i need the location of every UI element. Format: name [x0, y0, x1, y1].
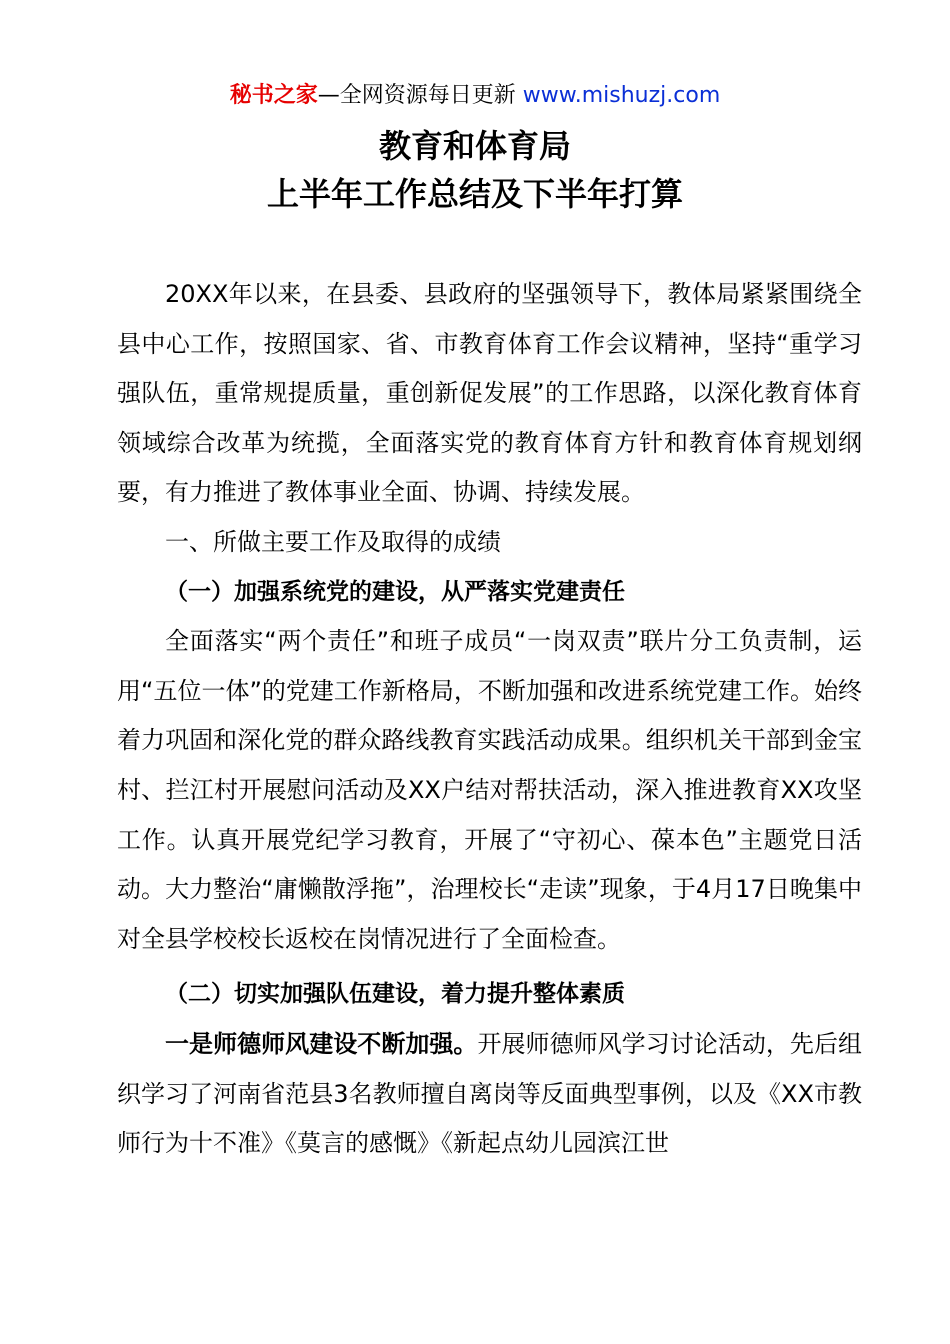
document-title-line2: 上半年工作总结及下半年打算 [266, 175, 683, 213]
banner-brand: 秘书之家 [229, 83, 318, 108]
intro-paragraph: 20XX年以来，在县委、县政府的坚强领导下，教体局紧紧围绕全县中心工作，按照国家、省、市教育体育工作会议精神，坚持“重学习强队伍，重常规提质量，重创新促发展”的工作思路，以深化教育体育领域综合改革为统揽，全面落实党的教育体育方针和教育体育规划纲要，有力推进了教体事业全面、协调、持续发展。 [117, 280, 862, 507]
banner-url[interactable]: www.mishuzj.com [522, 83, 721, 108]
document-body [117, 270, 862, 1169]
subsection-paragraph-1: 全面落实“两个责任”和班子成员“一岗双责”联片分工负责制，运用“五位一体”的党建工作新格局，不断加强和改进系统党建工作。始终着力巩固和深化党的群众路线教育实践活动成果。组织机关干部到金宝村、拦江村开展慰问活动及XX户结对帮扶活动，深入推进教育XX攻坚工作。认真开展党纪学习教育，开展了“守初心、葆本色”主题党日活动。大力整治“庸懒散浮拖”，治理校长“走读”现象，于4月17日晚集中对全县学校校长返校在岗情况进行了全面检查。 [117, 627, 862, 953]
subsection-heading-1: （一）加强系统党的建设，从严落实党建责任 [165, 578, 625, 605]
paragraph-text: 开展师德师风学习讨论活动，先后组织学习了河南省范县3名教师擅自离岗等反面典型事例，以及《XX市教师行为十不准》《莫言的感慨》《新起点幼儿园滨江世 [117, 1029, 863, 1158]
subsection-heading-2: （二）切实加强队伍建设，着力提升整体素质 [165, 981, 625, 1008]
document-title-line1: 教育和体育局 [378, 127, 571, 165]
subsection-paragraph-2 [117, 1020, 862, 1169]
banner-tagline: —全网资源每日更新 [317, 83, 523, 108]
section-heading: 一、所做主要工作及取得的成绩 [165, 527, 501, 556]
paragraph-lead: 一是师德师风建设不断加强。 [165, 1029, 478, 1058]
site-banner [0, 80, 950, 112]
